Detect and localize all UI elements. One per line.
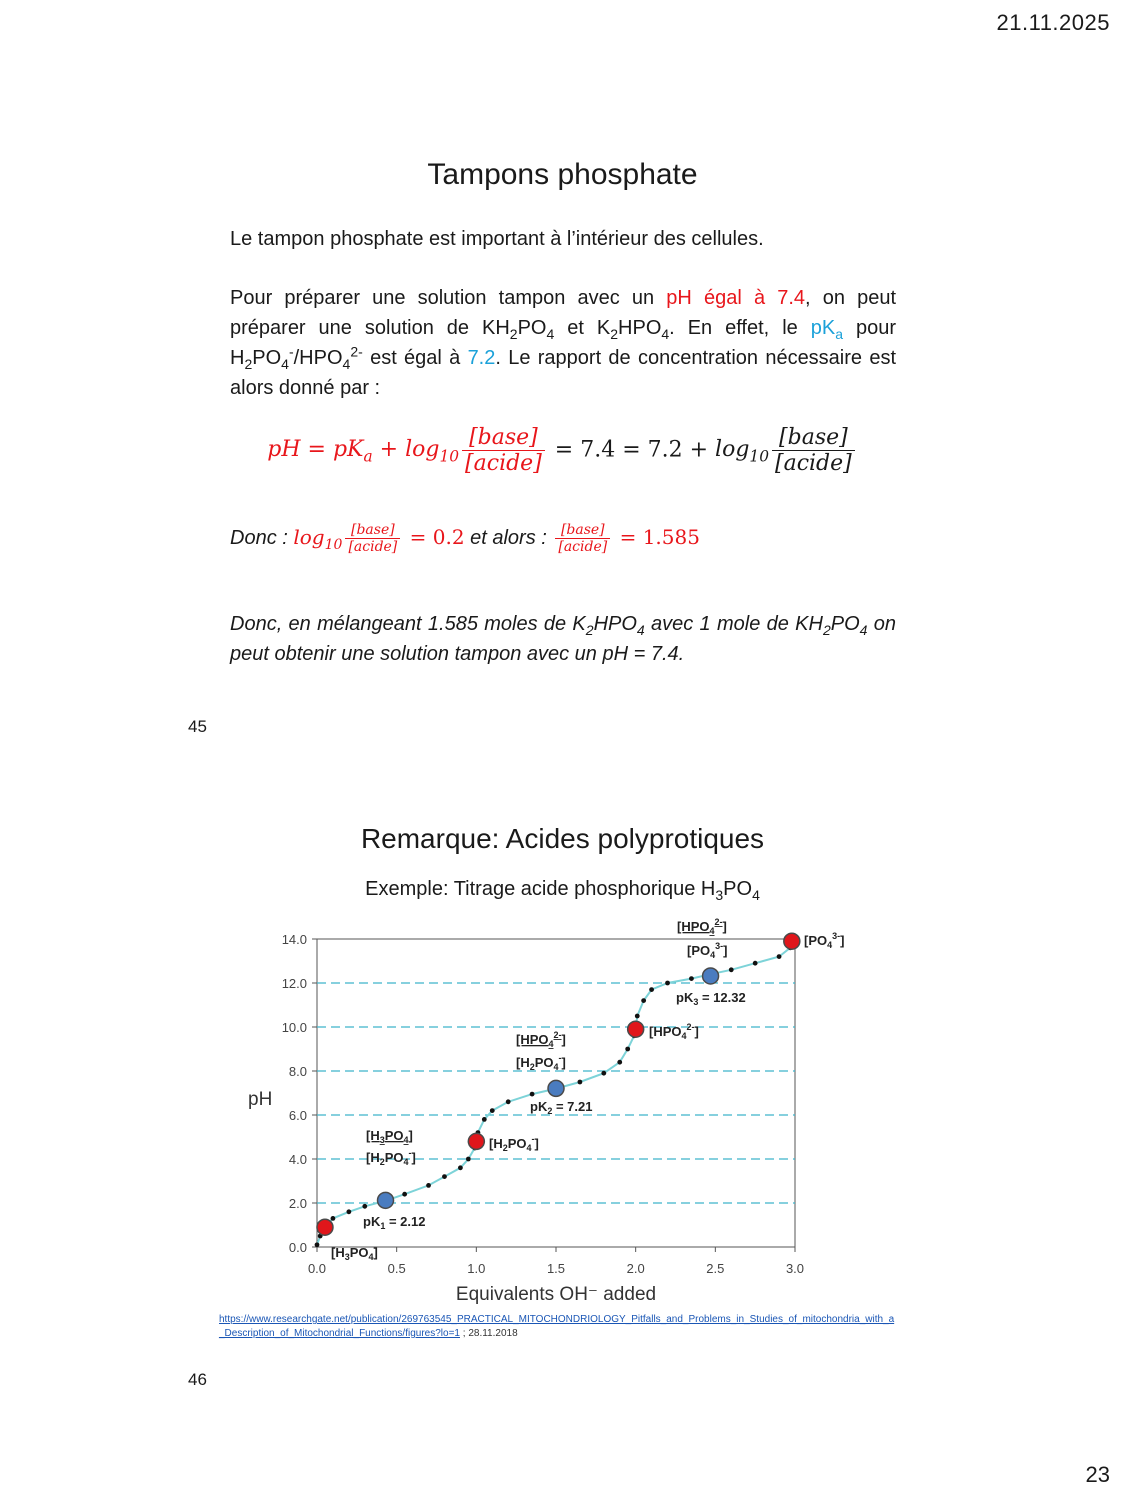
- marker-red: [628, 1021, 644, 1037]
- svg-text:[HPO42-]: $[HPO_4^{2-}]$: [516, 1030, 566, 1049]
- ph-highlight: pH égal à 7.4: [666, 287, 806, 309]
- y-tick-label: 14.0: [281, 932, 307, 947]
- slide2-title: Remarque: Acides polyprotiques: [360, 823, 765, 854]
- marker-blue: [378, 1192, 394, 1208]
- marker-red: [317, 1219, 333, 1235]
- data-dot: [689, 976, 694, 981]
- svg-text:[H3PO4]: $[H_3PO_4]$: [366, 1128, 413, 1145]
- data-dot: [402, 1192, 407, 1197]
- svg-text:[H2PO4-]: $[H_2PO_4^-]$: [516, 1053, 566, 1072]
- data-dot: [578, 1080, 583, 1085]
- titration-chart-svg: [240, 915, 880, 1310]
- marker-blue: [703, 968, 719, 984]
- y-tick-label: 6.0: [288, 1108, 307, 1123]
- x-tick-label: 2.0: [626, 1261, 645, 1276]
- x-tick-label: 2.5: [706, 1261, 725, 1276]
- data-dot: [617, 1060, 622, 1065]
- x-axis-label: Equivalents OH⁻ added: [455, 1284, 657, 1305]
- y-tick-label: 2.0: [288, 1196, 307, 1211]
- x-tick-label: 1.5: [546, 1261, 566, 1276]
- y-tick-label: 10.0: [281, 1020, 307, 1035]
- data-dot: [315, 1242, 320, 1247]
- svg-text:[HPO42-]: $[HPO_4^{2-}]$: [677, 917, 727, 936]
- y-tick-label: 8.0: [288, 1064, 307, 1079]
- data-dot: [601, 1071, 606, 1076]
- data-dot: [641, 998, 646, 1003]
- data-dot: [777, 954, 782, 959]
- svg-text:[PO43-]: $[PO_4^{3-}]$: [687, 941, 728, 960]
- marker-red: [784, 933, 800, 949]
- data-dot: [331, 1216, 336, 1221]
- data-dot: [625, 1047, 630, 1052]
- y-tick-label: 0.0: [288, 1240, 307, 1255]
- slide1-paragraph: Pour préparer une solution tampon avec un pH égal à 7.4, on peut préparer une solution de $KH_2PO_4$ et $K_2HPO_4$. En effet, le $pK_a$ pour $H_2PO_4^-/HPO_4^{2-}$ est égal à 7.2. Le rapport de concentration nécessaire est alors donné par :: [230, 287, 897, 399]
- x-tick-label: 0.0: [307, 1261, 327, 1276]
- x-tick-label: 1.0: [467, 1261, 486, 1276]
- label-h3po4: $[H_3PO_4]$: [331, 1245, 378, 1262]
- y-tick-label: 4.0: [288, 1152, 307, 1167]
- header-date: 21.11.2025: [996, 10, 1110, 35]
- slide-number-45: 45: [188, 717, 207, 736]
- data-dot: [530, 1092, 535, 1097]
- data-dot: [426, 1183, 431, 1188]
- reference: https://www.researchgate.net/publication/269763545_PRACTICAL_MITOCHONDRIOLOGY_Pitfalls_and_Problems_in_Studies_of_mitochondria_with_a_Description_of_Mitochondrial_Functions/figures?lo=1 ; 28.11.2018: [219, 1314, 895, 1339]
- pka-highlight: $pK_a$: [810, 317, 843, 342]
- x-tick-label: 3.0: [785, 1261, 805, 1276]
- y-tick-label: 12.0: [281, 976, 307, 991]
- svg-text:[H2PO4-]: $[H_2PO_4^-]$: [366, 1148, 416, 1167]
- label-hpo4: $[HPO_4^{2-}]$: [649, 1022, 699, 1041]
- titration-chart: [240, 915, 880, 1310]
- data-dot: [482, 1117, 487, 1122]
- data-dot: [466, 1157, 471, 1162]
- data-dot: [458, 1165, 463, 1170]
- data-dot: [490, 1108, 495, 1113]
- ratio-equation: Donc : $\log_{10}$ $\frac{\text{[base]}}{\text{[acide]}}$ = 0.2 et alors : $\frac{\text{[base]}}{\text{[acide]}}$ = 1.585: [230, 522, 700, 555]
- data-dot: [635, 1014, 640, 1019]
- label-pk2: $pK_2 = 7.21$: [530, 1099, 593, 1116]
- marker-blue: [548, 1080, 564, 1096]
- data-dot: [753, 961, 758, 966]
- marker-red: [468, 1133, 484, 1149]
- data-dot: [442, 1174, 447, 1179]
- data-dot: [506, 1099, 511, 1104]
- slide-number-46: 46: [188, 1370, 207, 1389]
- y-axis-label: pH: [248, 1089, 273, 1110]
- reference-link[interactable]: https://www.researchgate.net/publication/269763545_PRACTICAL_MITOCHONDRIOLOGY_Pitfalls_and_Problems_in_Studies_of_mitochondria_with_a_Description_of_Mitochondrial_Functions/figures?lo=1: [219, 1314, 895, 1339]
- page-number: 23: [1085, 1462, 1110, 1487]
- slide1-conclusion: Donc, en mélangeant 1.585 moles de $K_2HPO_4$ avec 1 mole de $KH_2PO_4$ on peut obtenir une solution tampon avec un pH = 7.4.: [230, 613, 896, 665]
- data-dot: [729, 967, 734, 972]
- label-po4: $[PO_4^{3-}]$: [804, 931, 845, 950]
- slide1-intro: Le tampon phosphate est important à l’intérieur des cellules.: [230, 228, 764, 250]
- label-pk3: $pK_3 = 12.32$: [676, 990, 746, 1007]
- henderson-equation: pH = $pK_a + \log_{10}$ $\frac{\text{[base]}}{\text{[acide]}}$ = $7.4 = 7.2 + \log_{10}$ $\frac{\text{[base]}}{\text{[acide]}}$: [0, 425, 1125, 476]
- pka-value: 7.2: [467, 347, 496, 369]
- data-dot: [649, 987, 654, 992]
- label-pk1: $pK_1 = 2.12$: [363, 1214, 426, 1231]
- slide2-subtitle: Exemple: Titrage acide phosphorique $H_3PO_4$: [365, 878, 760, 903]
- label-h2po4: $[H_2PO_4^-]$: [489, 1134, 539, 1153]
- data-dot: [346, 1209, 351, 1214]
- slide1-title: Tampons phosphate: [427, 158, 698, 191]
- data-dot: [362, 1204, 367, 1209]
- x-tick-label: 0.5: [387, 1261, 406, 1276]
- data-dot: [665, 981, 670, 986]
